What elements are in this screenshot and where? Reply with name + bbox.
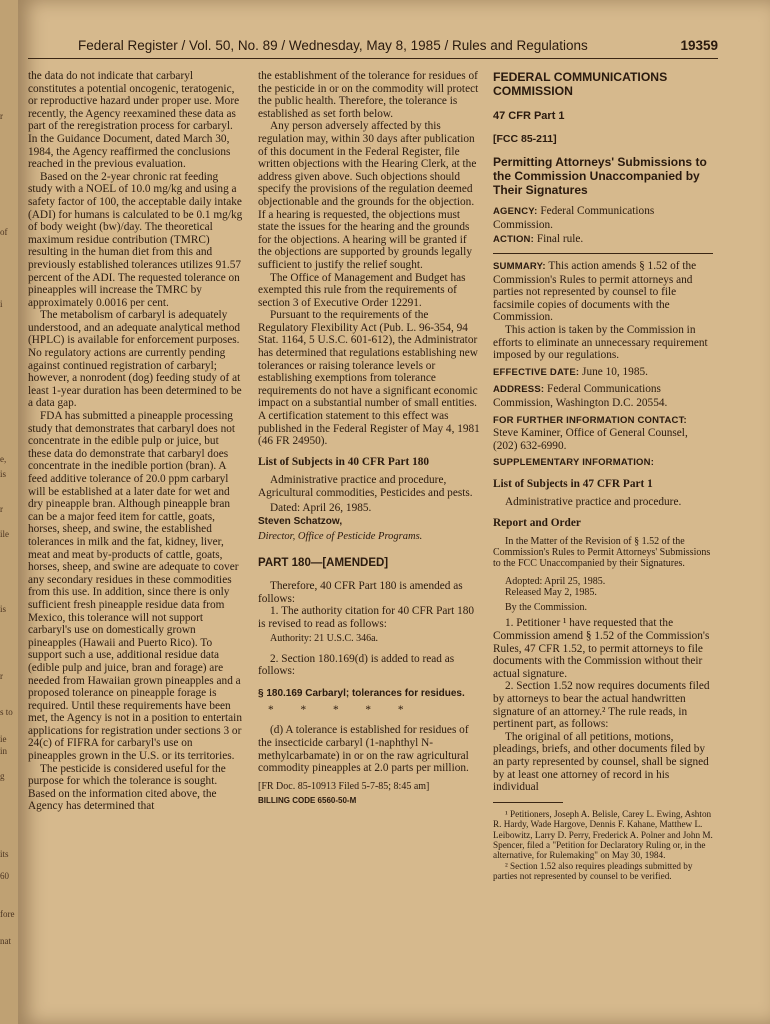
dated-line: Dated: April 26, 1985. <box>270 501 372 514</box>
effective-date: EFFECTIVE DATE: June 10, 1985. <box>493 365 648 378</box>
margin-fragment: 60 <box>0 871 9 881</box>
margin-fragment: nat <box>0 936 11 946</box>
margin-fragment: ile <box>0 529 9 539</box>
margin-fragment: is <box>0 469 7 479</box>
rule-title: Permitting Attorneys' Submissions to the Commission Unaccompanied by Their Signatures <box>493 155 707 198</box>
margin-fragment: ie <box>0 734 7 744</box>
footnote-rule <box>493 802 563 803</box>
amendment-1: 1. The authority citation for 40 CFR Part 180 is revised to read as follows: <box>258 605 475 630</box>
agency-heading: FEDERAL COMMUNICATIONS COMMISSION <box>493 70 668 98</box>
paragraph-1: 1. Petitioner ¹ have requested that the Commission amend § 1.52 of the Commission's Rules, 47 CFR 1.52, to permit attorneys to file documents with the Commission without their actual signature. <box>493 617 710 680</box>
paragraph: FDA has submitted a pineapple processing study that demonstrates that carbaryl does not concentrate in the edible pulp or juice, but these data do demonstrate that carbaryl does concentrate in the inedible portion (bran). A feed additive tolerance of 20.0 ppm carbaryl will be established at a later date for wet and dry pineapple bran. Although pineapple bran can be a major feed item for cattle, goats, horses, sheep, and swine, the established tolerances in milk and the fat, kidney, liver, meat and meat by-products of cattle, goats, horses, sheep, and swine are adequate to cover any secondary residues in these commodities from this use. In addition, since there is only sufficient fresh pineapple residue data from Mexico, this tolerance will not support carbaryl's use on domestically grown pineapples (Hawaii and Puerto Rico). To support such a use, additional residue data (edible pulp and juice, bran and forage) are needed from Hawaiian grown pineapples and a proposed tolerance on pineapple forage is required. Until these requirements have been met, the Agency is not in a position to entertain applications for registration under sections 3 or 24(c) of FIFRA for carbaryl's use on pineapples grown in the U.S. or its territories. <box>28 410 242 763</box>
paragraph: the data do not indicate that carbaryl constitutes a potential oncogenic, teratogenic, or reproductive hazard under proper use. More recently, the Agency reexamined these data as part of the reregistration process for carbaryl. In the Guidance Document, dated March 30, 1984, the Agency reaffirmed the conclusions reached in the previous evaluation. <box>28 70 240 171</box>
margin-fragment: fore <box>0 909 15 919</box>
margin-fragment: e, <box>0 454 7 464</box>
summary-continued: This action is taken by the Commission in efforts to eliminate an unnecessary requirement imposed by our regulations. <box>493 323 708 362</box>
adopted-date: Adopted: April 25, 1985. <box>505 575 606 587</box>
column-3 <box>493 70 713 882</box>
amendment-2: 2. Section 180.169(d) is added to read as follows: <box>258 652 455 678</box>
margin-fragment: in <box>0 746 8 756</box>
paragraph: the establishment of the tolerance for residues of the pesticide in or on the commodity will protect the public health. Therefore, the tolerance is established as set forth below. <box>258 70 479 120</box>
fr-doc-line: [FR Doc. 85-10913 Filed 5-7-85; 8:45 am] <box>258 780 430 792</box>
subjects-heading: List of Subjects in 47 CFR Part 1 <box>493 477 653 490</box>
margin-fragment: r <box>0 504 3 514</box>
footnote-1: ¹ Petitioners, Joseph A. Belisle, Carey L. Ewing, Ashton R. Hardy, Wade Hargove, Dennis F. Kahane, Matthew L. Leibowitz, Larry D. Perry, Frederick A. Polner and John M. Spencer, filed a "Petition for Declaratory Ruling or, in the alternative, for Rulemaking" on May 30, 1984. <box>493 808 713 861</box>
subjects-list: Administrative practice and procedure. <box>505 496 682 509</box>
summary: SUMMARY: This action amends § 1.52 of the Commission's Rules to permit attorneys and parties not represented by counsel to file facsimile copies of documents with the Commission. <box>493 259 697 324</box>
section-heading: § 180.169 Carbaryl; tolerances for residues. <box>258 687 465 699</box>
adjacent-page-edge <box>0 0 18 1024</box>
margin-fragment: i <box>0 299 3 309</box>
paragraph: The Office of Management and Budget has exempted this rule from the requirements of section 3 of Executive Order 12291. <box>258 271 466 309</box>
fcc-number: [FCC 85-211] <box>493 132 557 145</box>
margin-fragment: r <box>0 111 3 121</box>
contact-label: FOR FURTHER INFORMATION CONTACT: <box>493 414 687 426</box>
by-commission: By the Commission. <box>505 602 587 614</box>
paragraph-2: 2. Section 1.52 now requires documents filed by attorneys to bear the actual handwritten signature of an attorney.² The rule reads, in pertinent part, as follows: <box>493 680 710 731</box>
running-header <box>78 38 718 53</box>
column-2 <box>258 70 480 808</box>
matter-caption: In the Matter of the Revision of § 1.52 of the Commission's Rules to Permit Attorneys' Submissions to the FCC Unaccompanied by their Signatures. <box>493 535 711 570</box>
header-title: Federal Register / Vol. 50, No. 89 / Wednesday, May 8, 1985 / Rules and Regulations <box>78 38 588 53</box>
column-1 <box>28 70 243 813</box>
paragraph: The pesticide is considered useful for the purpose for which the tolerance is sought. Based on the information cited above, the Agency has determined that <box>28 762 226 813</box>
section-paragraph-d: (d) A tolerance is established for residues of the insecticide carbaryl (1-naphthyl N-methylcarbamate) in or on the raw agricultural commodity pineapples at 2.0 parts per million. <box>258 724 469 775</box>
supplementary-label: SUPPLEMENTARY INFORMATION: <box>493 457 655 469</box>
address: ADDRESS: Federal Communications Commission, Washington D.C. 20554. <box>493 383 668 409</box>
released-date: Released May 2, 1985. <box>505 586 597 598</box>
margin-fragment: its <box>0 849 9 859</box>
omission-stars: * * * * * <box>268 703 416 716</box>
agency-line: AGENCY: Federal Communications Commission. <box>493 205 655 231</box>
section-divider <box>493 253 713 254</box>
margin-fragment: s to <box>0 707 13 717</box>
report-heading: Report and Order <box>493 517 581 530</box>
subjects-heading: List of Subjects in 40 CFR Part 180 <box>258 455 430 468</box>
paragraph: Pursuant to the requirements of the Regulatory Flexibility Act (Pub. L. 96-354, 94 Stat. 1164, 5 U.S.C. 601-612), the Administrator has determined that regulations establishing new tolerances or raising tolerance levels or establishing exemptions from tolerance requirements do not have a significant economic impact on a substantial number of small entities. A certification statement to this effect was published in the Federal Register of May 4, 1981 (46 FR 24950). <box>258 309 480 448</box>
paragraph: Based on the 2-year chronic rat feeding study with a NOEL of 10.0 mg/kg and using a safety factor of 100, the acceptable daily intake (ADI) for humans is calculated to be 0.1 mg/kg of body weight (bw)/day. The theoretical maximum residue contribution (TMRC) resulting in the human diet from this and previously established tolerances utilizes 91.57 percent of the ADI. The requested tolerance on pineapples will increase the TMRC by approximately 0.0016 per cent. <box>28 170 243 309</box>
header-rule <box>28 58 718 59</box>
signer-name: Steven Schatzow, <box>258 516 343 528</box>
contact-text: Steve Kaminer, Office of General Counsel, (202) 632-6990. <box>493 427 688 452</box>
paragraph: The metabolism of carbaryl is adequately understood, and an adequate analytical method (HPLC) is available for enforcement purposes. No regulatory actions are currently pending against continued registration of carbaryl; however, a nonrodent (dog) feeding study of at least 1-year duration has been determined to be a data gap. <box>28 309 242 410</box>
footnote-2: ² Section 1.52 also requires pleadings submitted by parties not represented by counsel to be verified. <box>493 860 693 882</box>
margin-fragment: r <box>0 671 3 681</box>
cfr-part: 47 CFR Part 1 <box>493 110 565 122</box>
subjects-list: Administrative practice and procedure, Agricultural commodities, Pesticides and pests. <box>258 474 473 499</box>
margin-fragment: of <box>0 227 8 237</box>
amendment-intro: Therefore, 40 CFR Part 180 is amended as follows: <box>258 579 463 605</box>
authority-citation: Authority: 21 U.S.C. 346a. <box>270 633 379 645</box>
action-line: ACTION: Final rule. <box>493 233 584 246</box>
margin-fragment: is <box>0 604 7 614</box>
paragraph: Any person adversely affected by this regulation may, within 30 days after publication of this document in the Federal Register, file written objections with the Hearing Clerk, at the address given above. Such objections should specify the provisions of the regulation deemed objectionable and the grounds for the objection. If a hearing is requested, the objections must state the issues for the hearing and the grounds for the objections. A hearing will be granted if the objections are supported by grounds legally sufficient to justify the relief sought. <box>258 120 477 271</box>
signer-title: Director, Office of Pesticide Programs. <box>258 530 423 542</box>
billing-code: BILLING CODE 6560-50-M <box>258 796 357 806</box>
margin-fragment: g <box>0 771 5 781</box>
rule-quote: The original of all petitions, motions, pleadings, briefs, and other documents filed by an party represented by counsel, shall be signed by at least one attorney of record in his individual <box>493 730 709 794</box>
page-number: 19359 <box>680 38 718 53</box>
part-heading: PART 180—[AMENDED] <box>258 557 389 570</box>
